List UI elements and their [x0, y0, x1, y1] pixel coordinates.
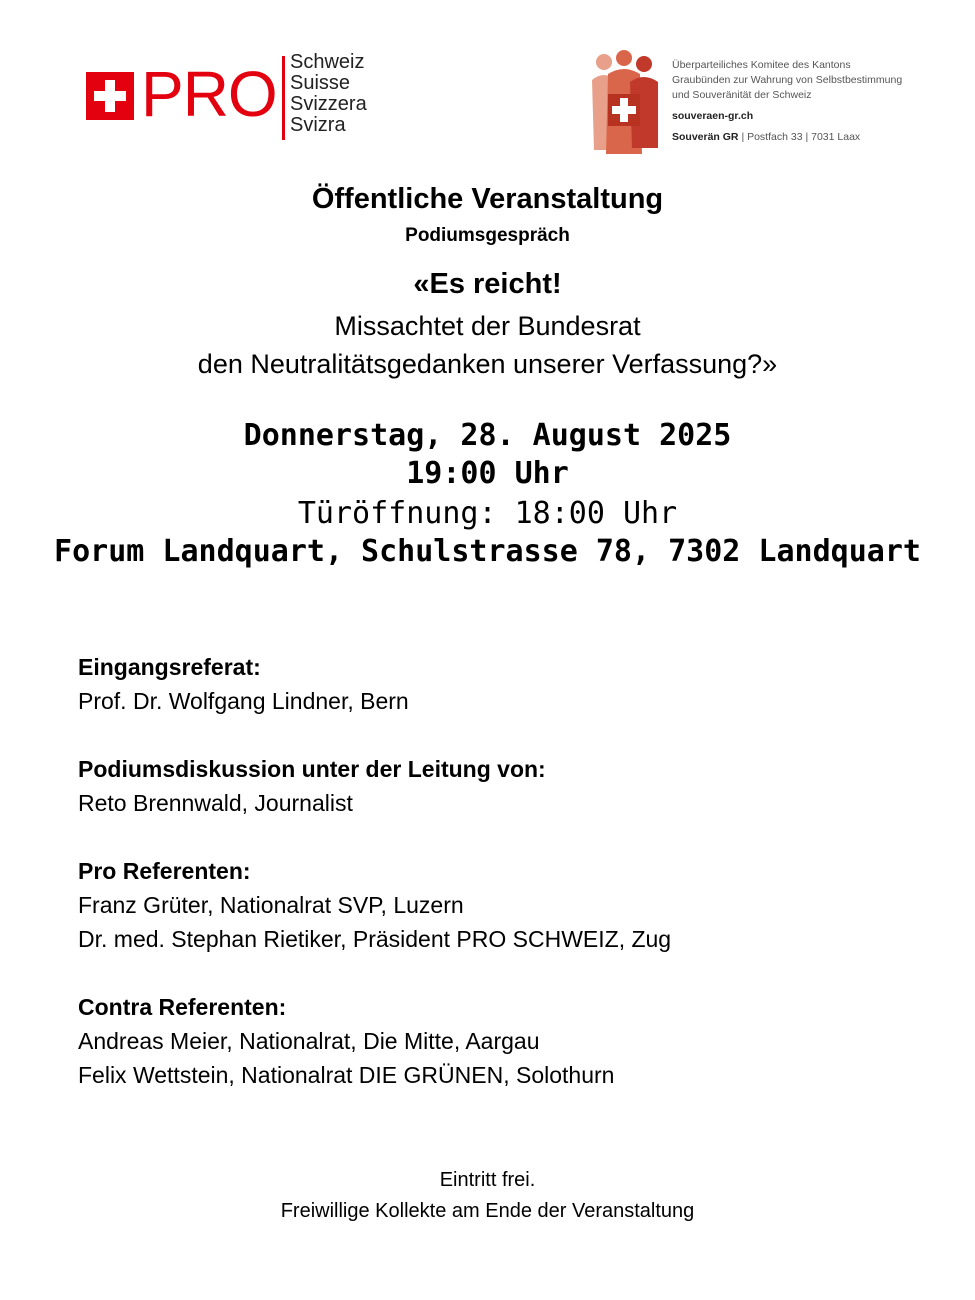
logo-languages — [290, 52, 367, 136]
speaker-line: Dr. med. Stephan Rietiker, Präsident PRO SCHWEIZ, Zug — [78, 926, 672, 952]
logo-text — [672, 58, 902, 145]
collection-note: Freiwillige Kollekte am Ende der Veranstaltung — [280, 1200, 695, 1222]
speaker-line: Andreas Meier, Nationalrat, Die Mitte, Aargau — [78, 1028, 540, 1054]
section-heading: Pro Referenten: — [78, 858, 251, 884]
website-link[interactable]: souveraen-gr.ch — [672, 110, 754, 122]
people-group-icon — [586, 50, 662, 154]
swiss-cross-icon — [86, 72, 134, 120]
quote-line-2: den Neutralitätsgedanken unserer Verfassung?» — [197, 349, 778, 379]
door-opening: Türöffnung: 18:00 Uhr — [297, 496, 678, 531]
org-name: Souverän GR — [672, 131, 739, 143]
program-section — [78, 650, 938, 718]
program-section — [78, 990, 938, 1092]
event-time: 19:00 Uhr — [406, 456, 569, 491]
pro-wordmark: PRO — [141, 58, 277, 130]
logo-language: Svizra — [290, 114, 346, 136]
event-date: Donnerstag, 28. August 2025 — [243, 418, 732, 453]
quote-line-1: Missachtet der Bundesrat — [334, 311, 641, 341]
logo-line: Überparteiliches Komitee des Kantons — [672, 59, 851, 71]
speaker-line: Prof. Dr. Wolfgang Lindner, Bern — [78, 688, 409, 714]
quote-title: «Es reicht! — [413, 268, 562, 300]
logo-line: Graubünden zur Wahrung von Selbstbestimmung — [672, 74, 903, 86]
section-heading: Contra Referenten: — [78, 994, 287, 1020]
logo-language: Suisse — [290, 72, 351, 94]
speaker-line: Reto Brennwald, Journalist — [78, 790, 353, 816]
event-location: Forum Landquart, Schulstrasse 78, 7302 Landquart — [54, 534, 921, 569]
speaker-line: Franz Grüter, Nationalrat SVP, Luzern — [78, 892, 464, 918]
event-format: Podiumsgespräch — [405, 225, 570, 246]
logo-line: und Souveränität der Schweiz — [672, 89, 812, 101]
speaker-line: Felix Wettstein, Nationalrat DIE GRÜNEN, Solothurn — [78, 1062, 615, 1088]
program-list — [78, 650, 938, 1126]
section-heading: Eingangsreferat: — [78, 654, 261, 680]
pro-schweiz-logo — [86, 52, 386, 142]
program-section — [78, 752, 938, 820]
logo-divider — [282, 56, 285, 140]
address-text: | Postfach 33 | 7031 Laax — [738, 131, 861, 143]
logo-language: Schweiz — [290, 51, 365, 73]
admission-note: Eintritt frei. — [439, 1169, 536, 1191]
logo-language: Svizzera — [290, 93, 367, 115]
souveraen-gr-logo — [586, 50, 936, 154]
section-heading: Podiumsdiskussion unter der Leitung von: — [78, 756, 546, 782]
program-section — [78, 854, 938, 956]
postal-address — [672, 130, 902, 145]
event-title: Öffentliche Veranstaltung — [311, 183, 664, 215]
